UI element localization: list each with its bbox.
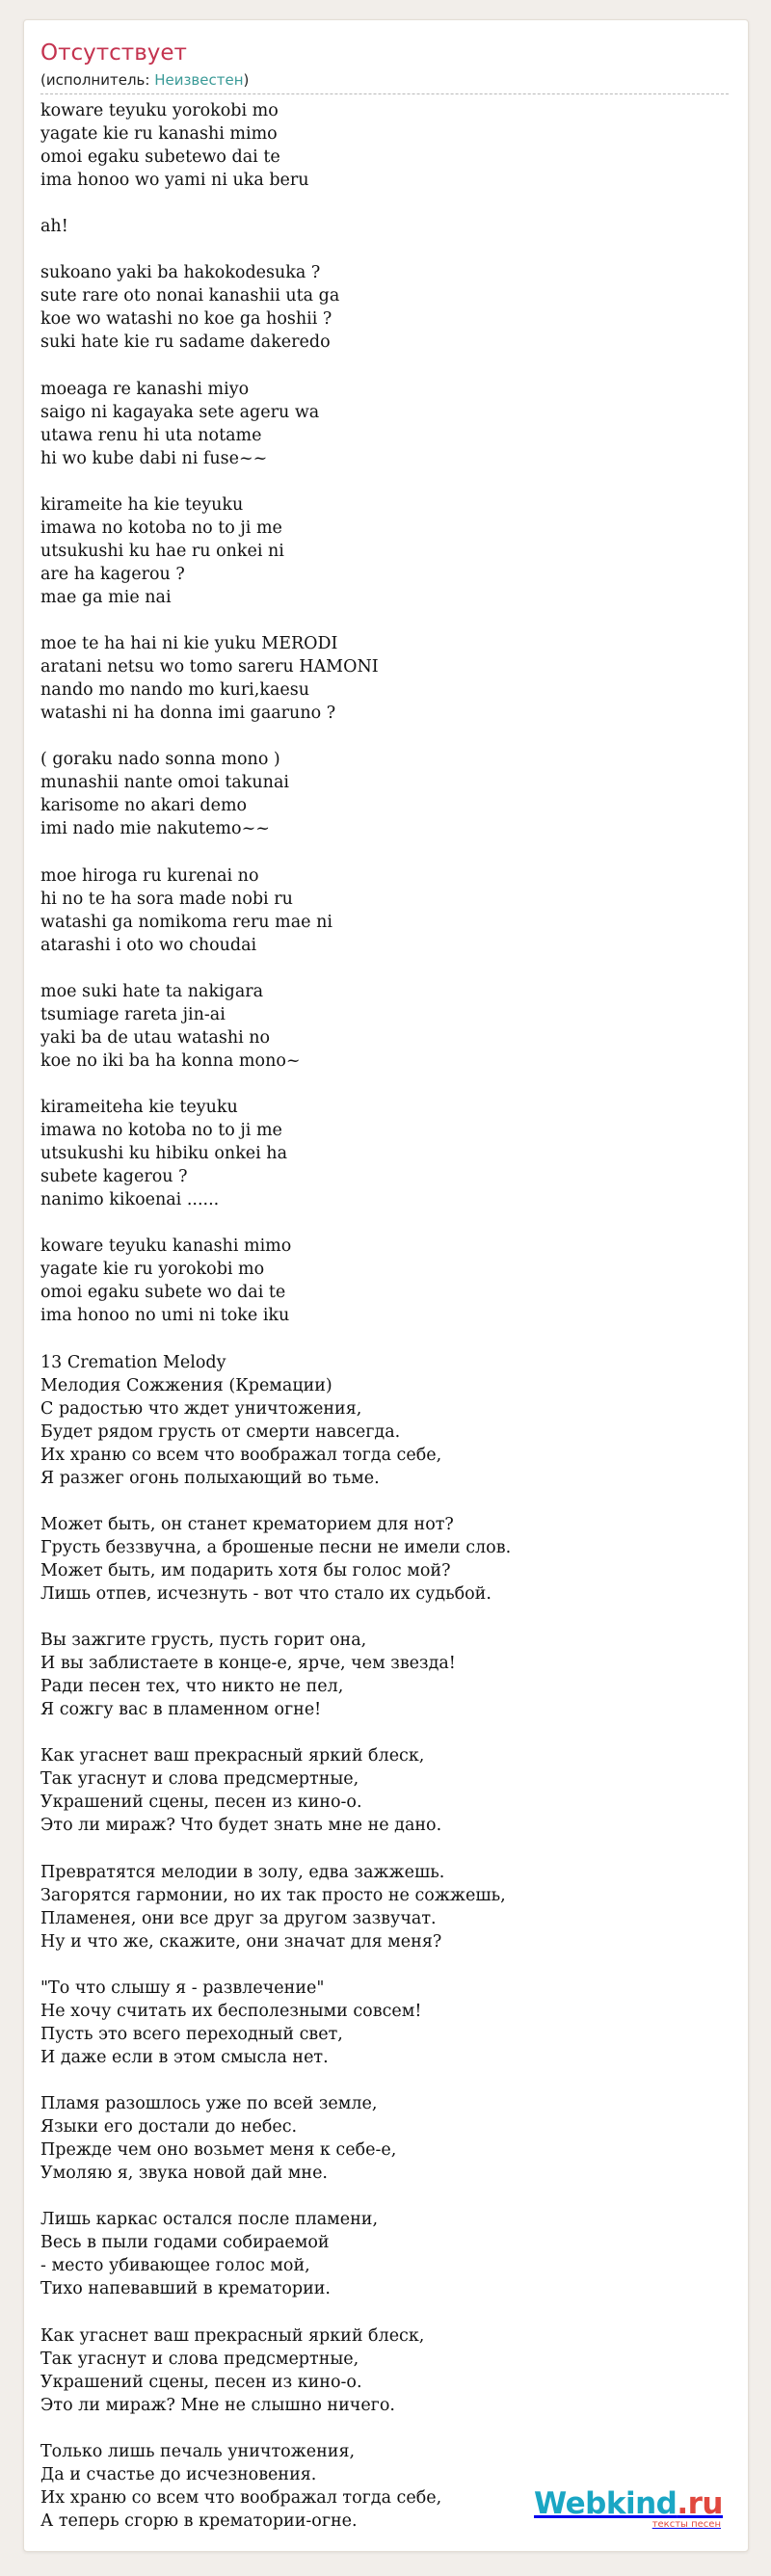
song-title: Отсутствует: [40, 40, 187, 66]
logo-domain-text: .ru: [677, 2486, 723, 2521]
artist-prefix: (исполнитель:: [40, 71, 155, 89]
logo-tagline: тексты песен: [651, 2519, 721, 2530]
artist-link[interactable]: Неизвестен: [154, 71, 244, 89]
title-divider: [40, 93, 729, 94]
site-logo[interactable]: [534, 2486, 723, 2530]
artist-line: [40, 70, 249, 90]
logo-main-text: Webkind: [534, 2486, 678, 2521]
artist-suffix: ): [243, 71, 250, 89]
lyrics-text: koware teyuku yorokobi mo yagate kie ru kanashi mimo omoi egaku subetewo dai te ima honoo wo yami ni uka beru ah! sukoano yaki ba hakokodesuka ? sute rare oto nonai kanashii uta ga koe wo watashi no koe ga hoshii ? suki hate kie ru sadame dakeredo moeaga re kanashi miyo saigo ni kagayaka sete ageru wa utawa renu hi uta notame hi wo kube dabi ni fuse~~ kirameite ha kie teyuku imawa no kotoba no to ji me utsukushi ku hae ru onkei ni are ha kagerou ? mae ga mie nai moe te ha hai ni kie yuku MERODI aratani netsu wo tomo sareru HAMONI nando mo nando mo kuri,kaesu watashi ni ha donna imi gaaruno ? ( goraku nado sonna mono ) munashii nante omoi takunai karisome no akari demo imi nado mie nakutemo~~ moe hiroga ru kurenai no hi no te ha sora made nobi ru watashi ga nomikoma reru mae ni atarashi i oto wo choudai moe suki hate ta nakigara tsumiage rareta jin-ai yaki ba de utau watashi no koe no iki ba ha konna mono~ kirameiteha kie teyuku imawa no kotoba no to ji me utsukushi ku hibiku onkei ha subete kagerou ? nanimo kikoenai ...... koware teyuku kanashi mimo yagate kie ru yorokobi mo omoi egaku subete wo dai te ima honoo no umi ni toke iku 13 Cremation Melody Мелодия Сожжения (Кремации) С радостью что ждет уничтожения, Будет рядом грусть от смерти навсегда. Их храню со всем что воображал тогда себе, Я разжег огонь полыхающий во тьме. Может быть, он станет крематорием для нот? Грусть беззвучна, а брошеные песни не имели слов. Может быть, им подарить хотя бы голос мой? Лишь отпев, исчезнуть - вот что стало их судьбой. Вы зажгите грусть, пусть горит она, И вы заблистаете в конце-е, ярче, чем звезда! Ради песен тех, что никто не пел, Я сожгу вас в пламенном огне! Как угаснет ваш прекрасный яркий блеск, Так угаснут и слова предсмертные, Украшений сцены, песен из кино-о. Это ли мираж? Что будет знать мне не дано. Превратятся мелодии в золу, едва зажжешь. Загорятся гармонии, но их так просто не сожжешь, Пламенея, они все друг за другом зазвучат. Ну и что же, скажите, они значат для меня? "То что слышу я - развлечение" Не хочу считать их бесполезными совсем! Пусть это всего переходный свет, И даже если в этом смысла нет. Пламя разошлось уже по всей земле, Языки его достали до небес. Прежде чем оно возьмет меня к себе-е, Умоляю я, звука новой дай мне. Лишь каркас остался после пламени, Весь в пыли годами собираемой - место убивающее голос мой, Тихо напевавший в крематории. Как угаснет ваш прекрасный яркий блеск, Так угаснут и слова предсмертные, Украшений сцены, песен из кино-о. Это ли мираж? Мне не слышно ничего. Только лишь печаль уничтожения, Да и счастье до исчезновения. Их храню со всем что воображал тогда себе, А теперь сгорю в крематории-огне.: [40, 101, 512, 2531]
lyrics-card: [23, 19, 749, 2552]
logo-wordmark: [534, 2486, 723, 2521]
